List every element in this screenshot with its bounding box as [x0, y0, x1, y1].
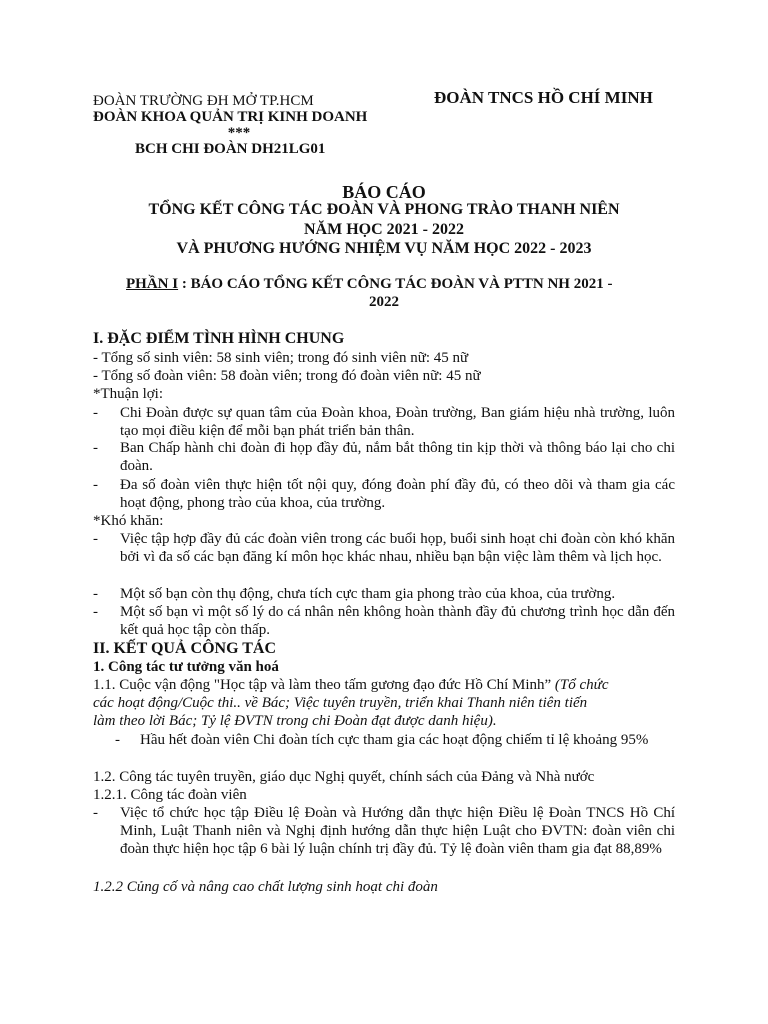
list-dash: -: [93, 440, 98, 456]
item-1-1-note-line3: làm theo lời Bác; Tỷ lệ ĐVTN trong chi Đoàn đạt được danh hiệu).: [93, 713, 497, 729]
advantages-label: *Thuận lợi:: [93, 386, 164, 402]
advantage-text: Đa số đoàn viên thực hiện tốt nội quy, đóng đoàn phí đầy đủ, có theo dõi và tham gia các hoạt động, phong trào của khoa, của trường.: [120, 477, 675, 511]
difficulty-text: Việc tập hợp đầy đủ các đoàn viên trong các buổi họp, buổi sinh hoạt chi đoàn còn khó khăn bởi vì đa số các bạn đăng kí môn học khác nhau, nhiều bạn bận việc làm thêm và lịch học.: [120, 531, 675, 565]
item-1-1-note-line2: các hoạt động/Cuộc thi.. về Bác; Việc tuyên truyền, triển khai Thanh niên tiên tiến: [93, 695, 588, 711]
item-1-2-1: 1.2.1. Công tác đoàn viên: [93, 787, 247, 803]
report-subtitle-2: NĂM HỌC 2021 - 2022: [304, 221, 464, 238]
member-study-text: Việc tổ chức học tập Điều lệ Đoàn và Hướng dẫn thực hiện Điều lệ Đoàn TNCS Hồ Chí Minh, Luật Thanh niên và Nghị định hướng dẫn thực hiện Luật cho ĐVTN: đoàn viên chi đoàn thực hiện học tập 6 bài lý luận chính trị đầy đủ. Tỷ lệ đoàn viên tham gia đạt 88,89%: [120, 805, 675, 857]
part-one-heading-cont: 2022: [369, 294, 399, 310]
part-one-text: : BÁO CÁO TỔNG KẾT CÔNG TÁC ĐOÀN VÀ PTTN NH 2021 -: [178, 276, 613, 292]
item-1-1-title: 1.1. Cuộc vận động "Học tập và làm theo tấm gương đạo đức Hồ Chí Minh”: [93, 677, 552, 693]
difficulty-text: Một số bạn còn thụ động, chưa tích cực tham gia phong trào của khoa, của trường.: [120, 586, 616, 602]
list-item: [93, 404, 675, 440]
list-item: [93, 804, 675, 858]
org-national-union: ĐOÀN TNCS HỒ CHÍ MINH: [434, 88, 653, 107]
report-title: BÁO CÁO: [342, 182, 426, 202]
list-item: [93, 603, 675, 639]
report-subtitle-3: VÀ PHƯƠNG HƯỚNG NHIỆM VỤ NĂM HỌC 2022 - 2023: [176, 240, 592, 257]
list-dash: -: [93, 531, 98, 547]
list-dash: -: [93, 586, 98, 602]
difficulty-text: Một số bạn vì một số lý do cá nhân nên không hoàn thành đầy đủ chương trình học dẫn đến kết quả học tập còn thấp.: [120, 604, 675, 638]
item-1-2-2: 1.2.2 Củng cố và nâng cao chất lượng sinh hoạt chi đoàn: [93, 879, 438, 895]
item-1-1-note-start: (Tổ chức: [551, 677, 609, 693]
part-one-label: PHẦN I: [126, 276, 179, 292]
item-1-2: 1.2. Công tác tuyên truyền, giáo dục Nghị quyết, chính sách của Đảng và Nhà nước: [93, 769, 595, 785]
item-1-1: [93, 676, 609, 694]
header-stars: ***: [227, 125, 251, 141]
list-dash: -: [93, 477, 98, 493]
list-item: [115, 731, 675, 749]
report-subtitle-1: TỔNG KẾT CÔNG TÁC ĐOÀN VÀ PHONG TRÀO THANH NIÊN: [148, 201, 620, 218]
list-dash: -: [115, 732, 120, 748]
org-school-union: ĐOÀN TRƯỜNG ĐH MỞ TP.HCM: [93, 93, 314, 109]
section-two-heading: II. KẾT QUẢ CÔNG TÁC: [93, 640, 276, 657]
participation-rate-text: Hầu hết đoàn viên Chi đoàn tích cực tham gia các hoạt động chiếm tỉ lệ khoảng 95%: [140, 732, 649, 748]
student-count: - Tổng số sinh viên: 58 sinh viên; trong đó sinh viên nữ: 45 nữ: [93, 350, 469, 366]
section-one-heading: I. ĐẶC ĐIỂM TÌNH HÌNH CHUNG: [93, 330, 345, 347]
list-dash: -: [93, 405, 98, 421]
advantage-text: Ban Chấp hành chi đoàn đi họp đầy đủ, nắm bắt thông tin kịp thời và thông báo lại cho chi đoàn.: [120, 440, 675, 474]
list-item: [93, 530, 675, 566]
list-dash: -: [93, 604, 98, 620]
part-one-heading: [126, 275, 612, 293]
org-faculty-union: ĐOÀN KHOA QUẢN TRỊ KINH DOANH: [93, 109, 368, 125]
difficulties-label: *Khó khăn:: [93, 513, 164, 529]
advantage-text: Chi Đoàn được sự quan tâm của Đoàn khoa, Đoàn trường, Ban giám hiệu nhà trường, luôn tạo mọi điều kiện để mỗi bạn phát triển bản thân.: [120, 405, 675, 439]
list-item: [93, 476, 675, 512]
list-item: [93, 439, 675, 475]
subsection-ideology: 1. Công tác tư tưởng văn hoá: [93, 659, 279, 675]
member-count: - Tổng số đoàn viên: 58 đoàn viên; trong đó đoàn viên nữ: 45 nữ: [93, 368, 481, 384]
list-dash: -: [93, 805, 98, 821]
list-item: [93, 585, 675, 603]
org-branch-committee: BCH CHI ĐOÀN DH21LG01: [135, 141, 326, 157]
